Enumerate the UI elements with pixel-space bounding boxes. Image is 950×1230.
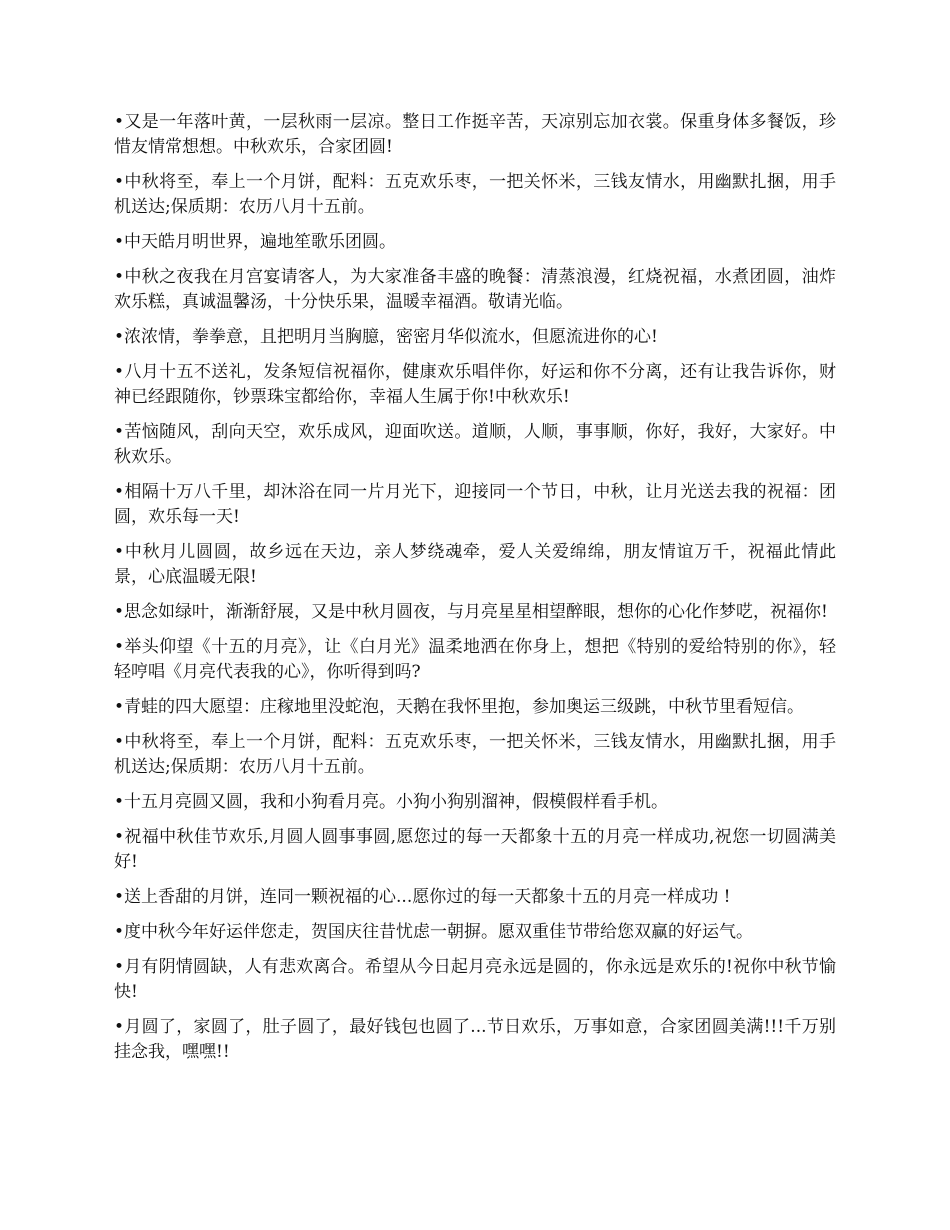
- paragraph-9: •中秋月儿圆圆，故乡远在天边，亲人梦绕魂牵，爱人关爱绵绵，朋友情谊万千，祝福此情此景，心底温暖无限!: [114, 542, 836, 587]
- paragraph-10: •思念如绿叶，渐渐舒展，又是中秋月圆夜，与月亮星星相望醉眼，想你的心化作梦呓，祝福你!: [114, 602, 828, 622]
- paragraph-1: •又是一年落叶黄，一层秋雨一层凉。整日工作挺辛苦，天凉别忘加衣裳。保重身体多餐饭，珍惜友情常想想。中秋欢乐，合家团圆!: [114, 112, 836, 157]
- paragraph-17: •度中秋今年好运伴您走，贺国庆往昔忧虑一朝摒。愿双重佳节带给您双赢的好运气。: [114, 922, 754, 942]
- paragraph-7: •苦恼随风，刮向天空，欢乐成风，迎面吹送。道顺，人顺，事事顺，你好，我好，大家好。中秋欢乐。: [114, 422, 836, 467]
- paragraph-15: •祝福中秋佳节欢乐,月圆人圆事事圆,愿您过的每一天都象十五的月亮一样成功,祝您一切圆满美好!: [114, 827, 836, 872]
- paragraph-11: •举头仰望《十五的月亮》，让《白月光》温柔地洒在你身上，想把《特别的爱给特别的你》，轻轻哼唱《月亮代表我的心》，你听得到吗?: [114, 637, 836, 682]
- paragraph-8: •相隔十万八千里，却沐浴在同一片月光下，迎接同一个节日，中秋，让月光送去我的祝福：团圆，欢乐每一天!: [114, 482, 836, 527]
- paragraph-12: •青蛙的四大愿望：庄稼地里没蛇泡，天鹅在我怀里抱，参加奥运三级跳，中秋节里看短信。: [114, 697, 805, 717]
- paragraph-13: •中秋将至，奉上一个月饼，配料：五克欢乐枣，一把关怀米，三钱友情水，用幽默扎捆，用手机送达;保质期：农历八月十五前。: [114, 732, 836, 777]
- paragraph-19: •月圆了，家圆了，肚子圆了，最好钱包也圆了...节日欢乐，万事如意，合家团圆美满!!!千万别挂念我，嘿嘿!!: [114, 1017, 836, 1062]
- paragraph-3: •中天皓月明世界，遍地笙歌乐团圆。: [114, 232, 397, 252]
- paragraph-16: •送上香甜的月饼，连同一颗祝福的心...愿你过的每一天都象十五的月亮一样成功 !: [114, 887, 731, 907]
- paragraph-2: •中秋将至，奉上一个月饼，配料：五克欢乐枣，一把关怀米，三钱友情水，用幽默扎捆，用手机送达;保质期：农历八月十五前。: [114, 172, 836, 217]
- paragraph-14: •十五月亮圆又圆，我和小狗看月亮。小狗小狗别溜神，假模假样看手机。: [114, 792, 669, 812]
- document-body: [114, 110, 836, 1075]
- paragraph-4: •中秋之夜我在月宫宴请客人，为大家准备丰盛的晚餐：清蒸浪漫，红烧祝福，水煮团圆，油炸欢乐糕，真诚温馨汤，十分快乐果，温暖幸福酒。敬请光临。: [114, 267, 836, 312]
- paragraph-5: •浓浓情，拳拳意，且把明月当胸臆，密密月华似流水，但愿流进你的心!: [114, 327, 658, 347]
- paragraph-6: •八月十五不送礼，发条短信祝福你，健康欢乐唱伴你，好运和你不分离，还有让我告诉你，财神已经跟随你，钞票珠宝都给你，幸福人生属于你!中秋欢乐!: [114, 362, 836, 407]
- paragraph-18: •月有阴情圆缺，人有悲欢离合。希望从今日起月亮永远是圆的，你永远是欢乐的!祝你中秋节愉快!: [114, 957, 836, 1002]
